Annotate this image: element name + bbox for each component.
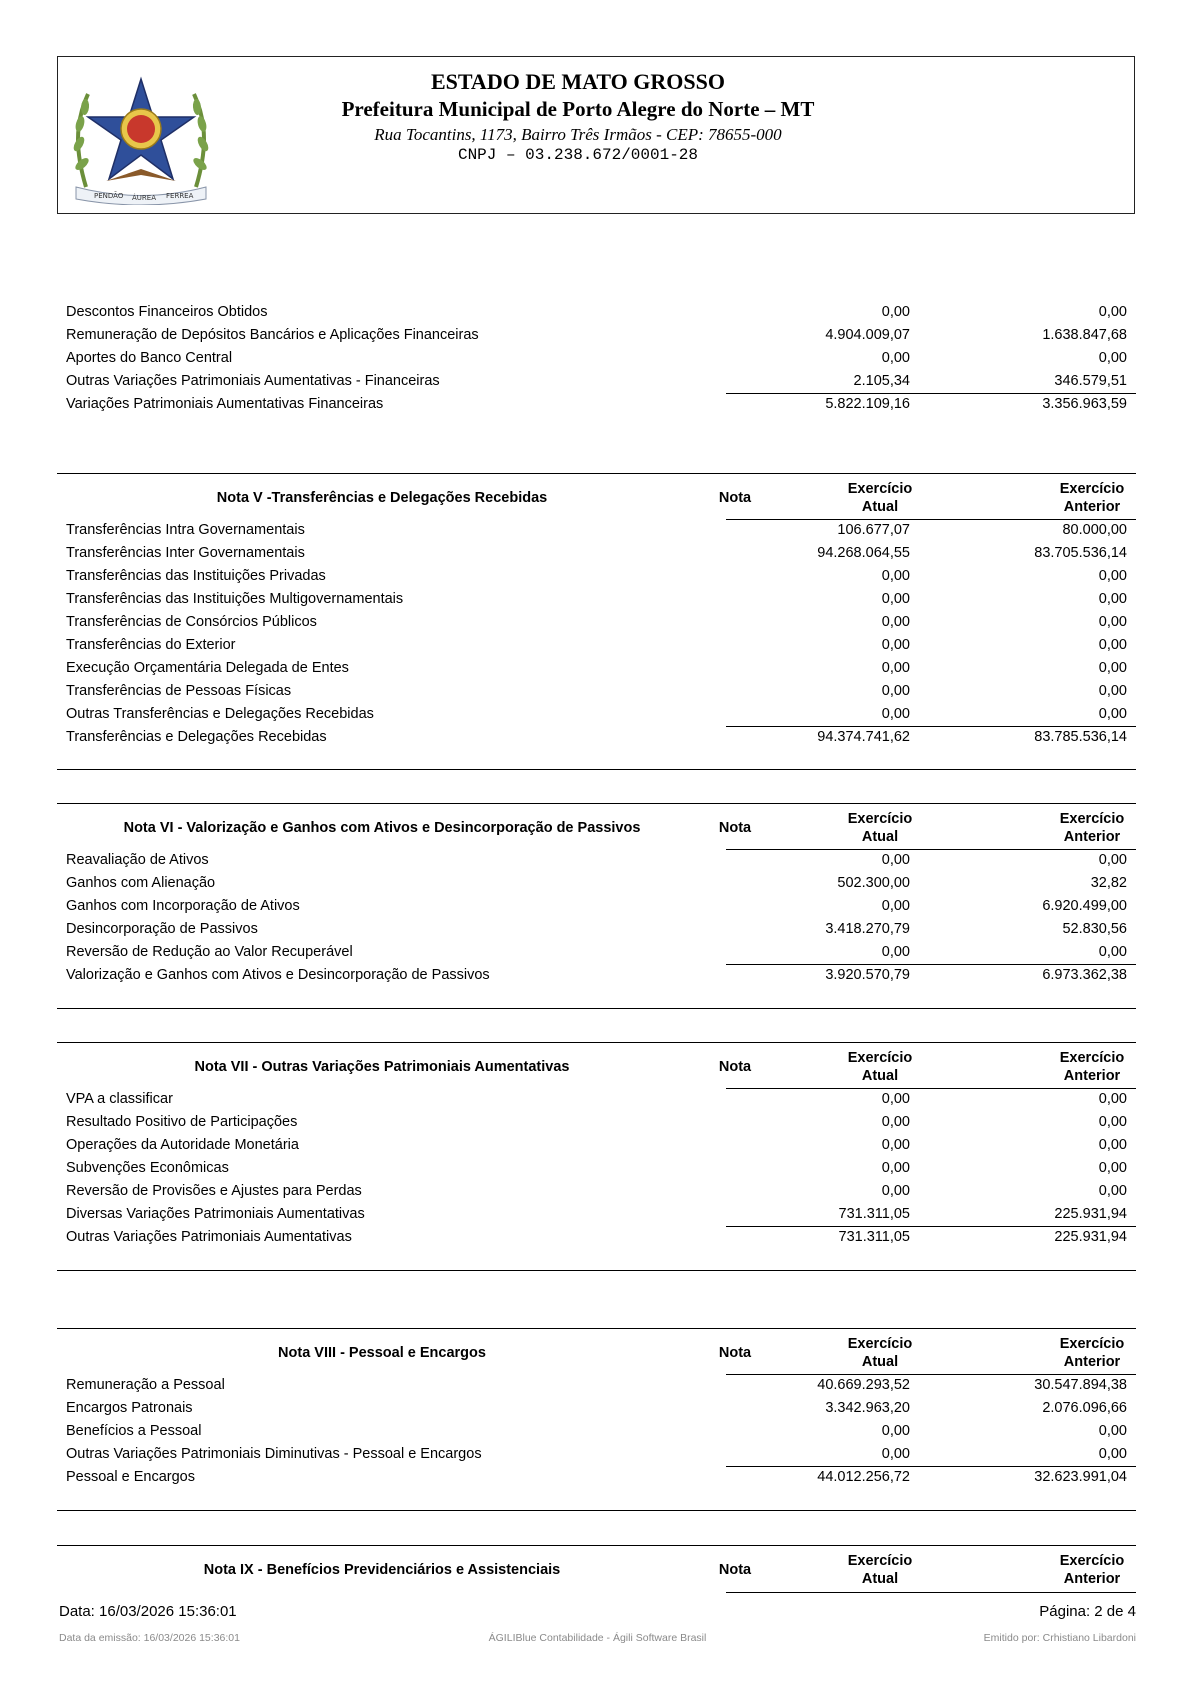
table-row: Transferências das Instituições Privadas 0,00 0,00: [66, 568, 1127, 584]
svg-text:PENDÃO: PENDÃO: [94, 192, 124, 200]
section-top-rule: [57, 473, 1136, 474]
table-row: Reversão de Redução ao Valor Recuperável 0,00 0,00: [66, 944, 1127, 960]
table-row: Transferências Inter Governamentais 94.268.064,55 83.705.536,14: [66, 545, 1127, 561]
table-row: Resultado Positivo de Participações 0,00 0,00: [66, 1114, 1127, 1130]
table-row: Encargos Patronais 3.342.963,20 2.076.096,66: [66, 1400, 1127, 1416]
exercicio-atual-header: Exercício Atual: [847, 1050, 913, 1084]
table-row: Outras Variações Patrimoniais Diminutivas - Pessoal e Encargos 0,00 0,00: [66, 1446, 1127, 1462]
exercicio-atual-header: Exercício Atual: [847, 1553, 913, 1587]
table-row: Outras Transferências e Delegações Recebidas 0,00 0,00: [66, 706, 1127, 722]
nota-vii-header: [57, 1045, 1136, 1091]
exercicio-atual-header: Exercício Atual: [847, 1336, 913, 1370]
table-row: Descontos Financeiros Obtidos 0,00 0,00: [66, 304, 1127, 320]
software-name: ÁGILIBlue Contabilidade - Ágili Software Brasil: [488, 1632, 707, 1644]
svg-text:ÁUREA: ÁUREA: [132, 194, 156, 202]
table-row: Execução Orçamentária Delegada de Entes 0,00 0,00: [66, 660, 1127, 676]
section-bottom-rule: [57, 769, 1136, 770]
exercicio-anterior-header: Exercício Anterior: [1059, 811, 1125, 845]
table-row: Transferências do Exterior 0,00 0,00: [66, 637, 1127, 653]
table-row: Remuneração de Depósitos Bancários e Aplicações Financeiras 4.904.009,07 1.638.847,68: [66, 327, 1127, 343]
table-row: Ganhos com Incorporação de Ativos 0,00 6.920.499,00: [66, 898, 1127, 914]
address: Rua Tocantins, 1173, Bairro Três Irmãos - CEP: 78655-000: [374, 125, 782, 144]
svg-text:FERREA: FERREA: [166, 192, 194, 200]
document-header: [57, 56, 1135, 214]
nota-viii-header: [57, 1331, 1136, 1377]
section-title: Nota V -Transferências e Delegações Recebidas: [216, 490, 548, 506]
nota-column-header: Nota: [718, 1059, 752, 1075]
table-row: Transferências de Pessoas Físicas 0,00 0,00: [66, 683, 1127, 699]
nota-column-header: Nota: [718, 820, 752, 836]
table-row: Operações da Autoridade Monetária 0,00 0,00: [66, 1137, 1127, 1153]
total-row: Outras Variações Patrimoniais Aumentativas 731.311,05 225.931,94: [66, 1229, 1127, 1245]
section-top-rule: [57, 803, 1136, 804]
exercicio-anterior-header: Exercício Anterior: [1059, 481, 1125, 515]
nota-vi-header: [57, 806, 1136, 852]
section-title: Nota VIII - Pessoal e Encargos: [278, 1345, 486, 1361]
table-row: VPA a classificar 0,00 0,00: [66, 1091, 1127, 1107]
page-number: Página: 2 de 4: [1039, 1603, 1136, 1620]
section-top-rule: [57, 1545, 1136, 1546]
section-bottom-rule: [57, 1510, 1136, 1511]
section-top-rule: [57, 1042, 1136, 1043]
total-row: Pessoal e Encargos 44.012.256,72 32.623.991,04: [66, 1469, 1127, 1485]
exercicio-atual-header: Exercício Atual: [847, 481, 913, 515]
section-top-rule: [57, 1328, 1136, 1329]
prefeitura-title: Prefeitura Municipal de Porto Alegre do Norte – MT: [341, 97, 815, 121]
table-row: Remuneração a Pessoal 40.669.293,52 30.547.894,38: [66, 1377, 1127, 1393]
table-row: Aportes do Banco Central 0,00 0,00: [66, 350, 1127, 366]
nota-column-header: Nota: [718, 1345, 752, 1361]
total-row: Transferências e Delegações Recebidas 94.374.741,62 83.785.536,14: [66, 729, 1127, 745]
table-row: Transferências das Instituições Multigovernamentais 0,00 0,00: [66, 591, 1127, 607]
state-title: ESTADO DE MATO GROSSO: [430, 69, 725, 94]
exercicio-atual-header: Exercício Atual: [847, 811, 913, 845]
table-row: Transferências de Consórcios Públicos 0,00 0,00: [66, 614, 1127, 630]
table-row: Ganhos com Alienação 502.300,00 32,82: [66, 875, 1127, 891]
exercicio-anterior-header: Exercício Anterior: [1059, 1050, 1125, 1084]
footer-date: Data: 16/03/2026 15:36:01: [59, 1603, 237, 1620]
exercicio-anterior-header: Exercício Anterior: [1059, 1553, 1125, 1587]
header-rule: [726, 1592, 1136, 1593]
total-row: Valorização e Ganhos com Ativos e Desincorporação de Passivos 3.920.570,79 6.973.362,38: [66, 967, 1127, 983]
nota-column-header: Nota: [718, 490, 752, 506]
issued-by: Emitido por: Crhistiano Libardoni: [983, 1632, 1136, 1644]
table-row: Subvenções Econômicas 0,00 0,00: [66, 1160, 1127, 1176]
table-row: Reversão de Provisões e Ajustes para Perdas 0,00 0,00: [66, 1183, 1127, 1199]
table-row: Diversas Variações Patrimoniais Aumentativas 731.311,05 225.931,94: [66, 1206, 1127, 1222]
nota-column-header: Nota: [718, 1562, 752, 1578]
section-title: Nota VII - Outras Variações Patrimoniais Aumentativas: [194, 1059, 570, 1075]
nota-v-header: [57, 476, 1136, 522]
total-row: Variações Patrimoniais Aumentativas Financeiras 5.822.109,16 3.356.963,59: [66, 396, 1127, 412]
cnpj: CNPJ – 03.238.672/0001-28: [457, 146, 699, 164]
emission-date: Data da emissão: 16/03/2026 15:36:01: [59, 1632, 240, 1644]
table-row: Benefícios a Pessoal 0,00 0,00: [66, 1423, 1127, 1439]
footer-meta: [59, 1632, 1136, 1648]
section-bottom-rule: [57, 1270, 1136, 1271]
section-bottom-rule: [57, 1008, 1136, 1009]
municipal-crest-logo: [66, 69, 216, 205]
table-row: Transferências Intra Governamentais 106.677,07 80.000,00: [66, 522, 1127, 538]
page-footer: [59, 1603, 1136, 1623]
section-title: Nota IX - Benefícios Previdenciários e Assistenciais: [203, 1562, 561, 1578]
table-row: Reavaliação de Ativos 0,00 0,00: [66, 852, 1127, 868]
section-title: Nota VI - Valorização e Ganhos com Ativos e Desincorporação de Passivos: [123, 820, 641, 836]
table-row: Outras Variações Patrimoniais Aumentativas - Financeiras 2.105,34 346.579,51: [66, 373, 1127, 389]
nota-ix-header: [57, 1548, 1136, 1594]
exercicio-anterior-header: Exercício Anterior: [1059, 1336, 1125, 1370]
table-row: Desincorporação de Passivos 3.418.270,79 52.830,56: [66, 921, 1127, 937]
